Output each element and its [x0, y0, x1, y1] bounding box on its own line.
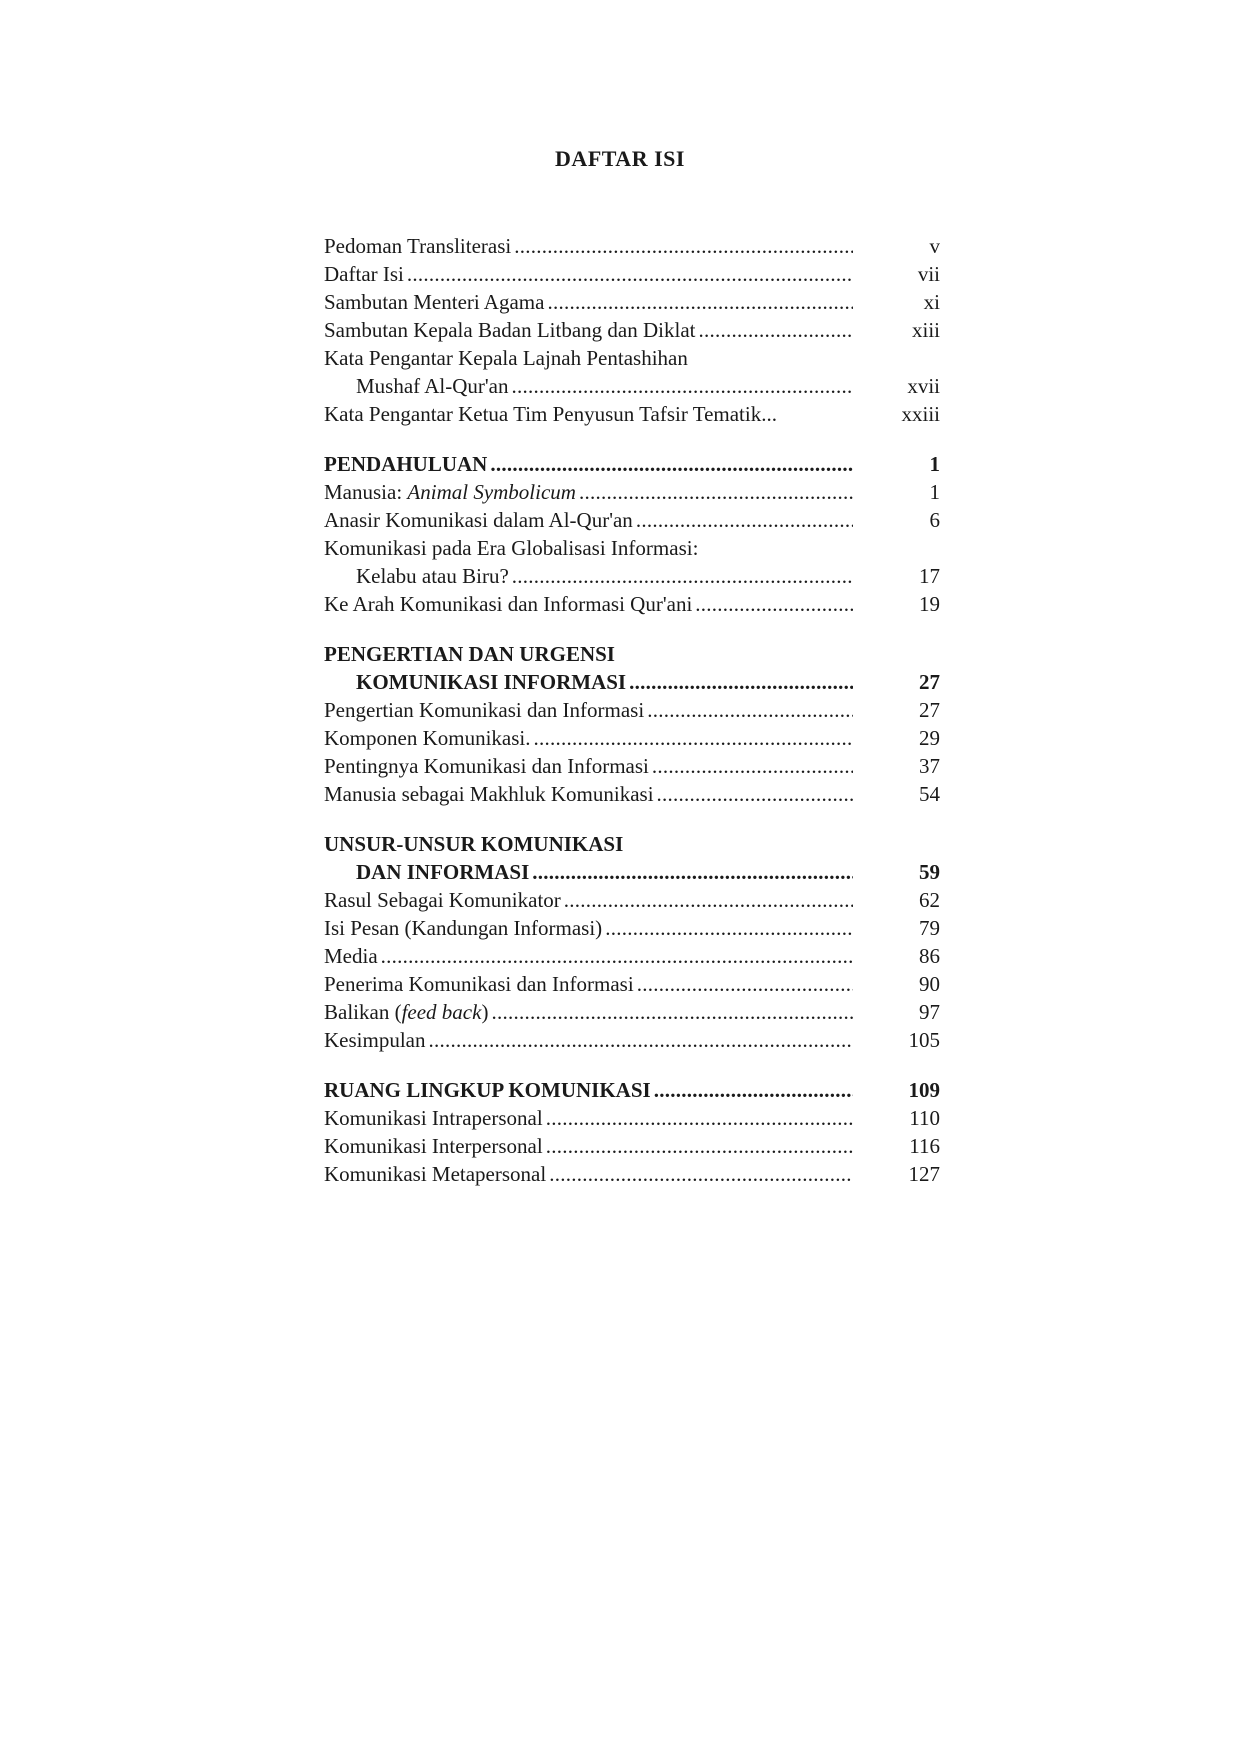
toc-entry-label: Manusia sebagai Makhluk Komunikasi	[324, 782, 654, 806]
dot-leader	[514, 232, 853, 260]
toc-entry-page: 37	[919, 754, 940, 778]
toc-entry-label: Daftar Isi	[324, 262, 404, 286]
toc-chapter-page: 109	[908, 1078, 940, 1102]
dot-leader	[546, 1132, 853, 1160]
dot-leader	[407, 260, 853, 288]
toc-chapter-label: RUANG LINGKUP KOMUNIKASI	[324, 1078, 651, 1102]
label-italic-text: Animal Symbolicum	[407, 480, 576, 504]
toc-entry-label: Komunikasi Interpersonal	[324, 1134, 543, 1158]
dot-leader	[381, 942, 853, 970]
toc-entry-label: Isi Pesan (Kandungan Informasi)	[324, 916, 603, 940]
toc-chapter[interactable]	[324, 450, 940, 478]
toc-entry-label: Pedoman Transliterasi	[324, 234, 512, 258]
toc-entry-page: 90	[919, 972, 940, 996]
dot-leader	[512, 562, 853, 590]
toc-entry[interactable]	[324, 344, 940, 372]
toc-entry-label: Kata Pengantar Kepala Lajnah Pentashihan	[324, 346, 688, 370]
toc-entry[interactable]	[324, 970, 940, 998]
section-spacer	[324, 428, 940, 450]
toc-chapter-page: 27	[919, 670, 940, 694]
dot-leader	[652, 752, 853, 780]
toc-chapter[interactable]	[324, 858, 940, 886]
toc-chapter-page: 1	[929, 452, 940, 476]
toc-entry-page: 19	[919, 592, 940, 616]
label-text: Balikan (	[324, 1000, 402, 1024]
toc-entry-page: 62	[919, 888, 940, 912]
toc-chapter-label: UNSUR-UNSUR KOMUNIKASI	[324, 832, 624, 856]
dot-leader	[695, 590, 853, 618]
toc-entry-label: Sambutan Kepala Badan Litbang dan Diklat	[324, 318, 696, 342]
toc-entry-label: Pentingnya Komunikasi dan Informasi	[324, 754, 649, 778]
dot-leader	[546, 1104, 853, 1132]
toc-entry-label: Komunikasi Metapersonal	[324, 1162, 547, 1186]
toc-entry[interactable]	[324, 1026, 940, 1054]
toc-entry[interactable]	[324, 316, 940, 344]
toc-entry-label: Kelabu atau Biru?	[356, 564, 509, 588]
toc-entry-page: 6	[929, 508, 940, 532]
toc-chapter[interactable]	[324, 830, 940, 858]
toc-entry-page: 29	[919, 726, 940, 750]
label-italic-text: feed back	[401, 1000, 482, 1024]
toc-chapter-label: PENDAHULUAN	[324, 452, 488, 476]
label-text: )	[481, 1000, 489, 1024]
page-title: DAFTAR ISI	[555, 146, 685, 171]
toc-entry[interactable]	[324, 886, 940, 914]
section-spacer	[324, 808, 940, 830]
dot-leader	[637, 970, 853, 998]
toc-entry[interactable]	[324, 260, 940, 288]
dot-leader	[428, 1026, 853, 1054]
toc-entry[interactable]	[324, 696, 940, 724]
dot-leader	[605, 914, 853, 942]
toc-entry-label: Kesimpulan	[324, 1028, 426, 1052]
dot-leader	[698, 316, 853, 344]
dot-leader	[629, 668, 853, 696]
toc-entry[interactable]	[324, 752, 940, 780]
toc-chapter-label: KOMUNIKASI INFORMASI	[356, 670, 627, 694]
toc-entry-label	[324, 478, 576, 506]
dot-leader	[533, 724, 853, 752]
toc-entry-page: vii	[917, 262, 940, 286]
toc-entry-page: 54	[919, 782, 940, 806]
toc-entry[interactable]	[324, 232, 940, 260]
toc-entry-page: 1	[929, 480, 940, 504]
toc-entry[interactable]	[324, 998, 940, 1026]
dot-leader	[549, 1160, 853, 1188]
toc-entry-label: Anasir Komunikasi dalam Al-Qur'an	[324, 508, 633, 532]
toc-entry[interactable]	[324, 372, 940, 400]
toc-entry-page: 79	[919, 916, 940, 940]
toc-entry[interactable]	[324, 590, 940, 618]
toc-entry-page: xi	[923, 290, 940, 314]
toc-entry[interactable]	[324, 942, 940, 970]
toc-entry-page: xiii	[911, 318, 940, 342]
label-text: Manusia:	[324, 480, 408, 504]
toc-entry[interactable]	[324, 1132, 940, 1160]
toc-entry-page: 17	[919, 564, 940, 588]
toc-entry-label: Komunikasi Intrapersonal	[324, 1106, 543, 1130]
toc-entry[interactable]	[324, 400, 940, 428]
dot-leader	[564, 886, 853, 914]
dot-leader	[647, 696, 853, 724]
toc-entry-label	[324, 998, 488, 1026]
toc-entry-label: Media	[324, 944, 378, 968]
dot-leader	[579, 478, 853, 506]
toc-entry-label: Pengertian Komunikasi dan Informasi	[324, 698, 645, 722]
toc-chapter-label: PENGERTIAN DAN URGENSI	[324, 642, 615, 666]
toc-entry[interactable]	[324, 478, 940, 506]
section-spacer	[324, 618, 940, 640]
toc-entry[interactable]	[324, 288, 940, 316]
toc-entry[interactable]	[324, 506, 940, 534]
toc-entry-page: 127	[908, 1162, 940, 1186]
section-spacer	[324, 1054, 940, 1076]
toc-entry[interactable]	[324, 724, 940, 752]
toc-entry[interactable]	[324, 562, 940, 590]
toc-entry[interactable]	[324, 1104, 940, 1132]
toc-entry[interactable]	[324, 1160, 940, 1188]
dot-leader	[654, 1076, 853, 1104]
toc-chapter[interactable]	[324, 640, 940, 668]
toc-entry-label: Mushaf Al-Qur'an	[356, 374, 509, 398]
table-of-contents	[324, 232, 940, 1188]
dot-leader	[512, 372, 853, 400]
toc-entry-page: xxiii	[901, 402, 940, 426]
toc-entry-label: Kata Pengantar Ketua Tim Penyusun Tafsir Tematik...	[324, 402, 777, 426]
dot-leader	[490, 450, 853, 478]
dot-leader	[532, 858, 853, 886]
toc-entry-label: Komponen Komunikasi.	[324, 726, 531, 750]
toc-entry-label: Penerima Komunikasi dan Informasi	[324, 972, 634, 996]
dot-leader	[636, 506, 853, 534]
dot-leader	[547, 288, 853, 316]
toc-entry-page: 110	[909, 1106, 940, 1130]
toc-entry-page: 27	[919, 698, 940, 722]
toc-chapter-label: DAN INFORMASI	[356, 860, 530, 884]
toc-entry-page: v	[929, 234, 940, 258]
toc-entry-page: 116	[909, 1134, 940, 1158]
toc-entry[interactable]	[324, 914, 940, 942]
toc-entry-page: 105	[908, 1028, 940, 1052]
toc-entry[interactable]	[324, 780, 940, 808]
toc-entry-label: Ke Arah Komunikasi dan Informasi Qur'ani	[324, 592, 693, 616]
toc-entry-page: xvii	[907, 374, 940, 398]
toc-chapter-page: 59	[919, 860, 940, 884]
toc-chapter[interactable]	[324, 668, 940, 696]
toc-entry[interactable]	[324, 534, 940, 562]
toc-entry-label: Rasul Sebagai Komunikator	[324, 888, 561, 912]
toc-chapter[interactable]	[324, 1076, 940, 1104]
toc-entry-page: 97	[919, 1000, 940, 1024]
toc-entry-label: Komunikasi pada Era Globalisasi Informasi:	[324, 536, 699, 560]
toc-entry-page: 86	[919, 944, 940, 968]
toc-entry-label: Sambutan Menteri Agama	[324, 290, 545, 314]
dot-leader	[657, 780, 853, 808]
dot-leader	[491, 998, 853, 1026]
